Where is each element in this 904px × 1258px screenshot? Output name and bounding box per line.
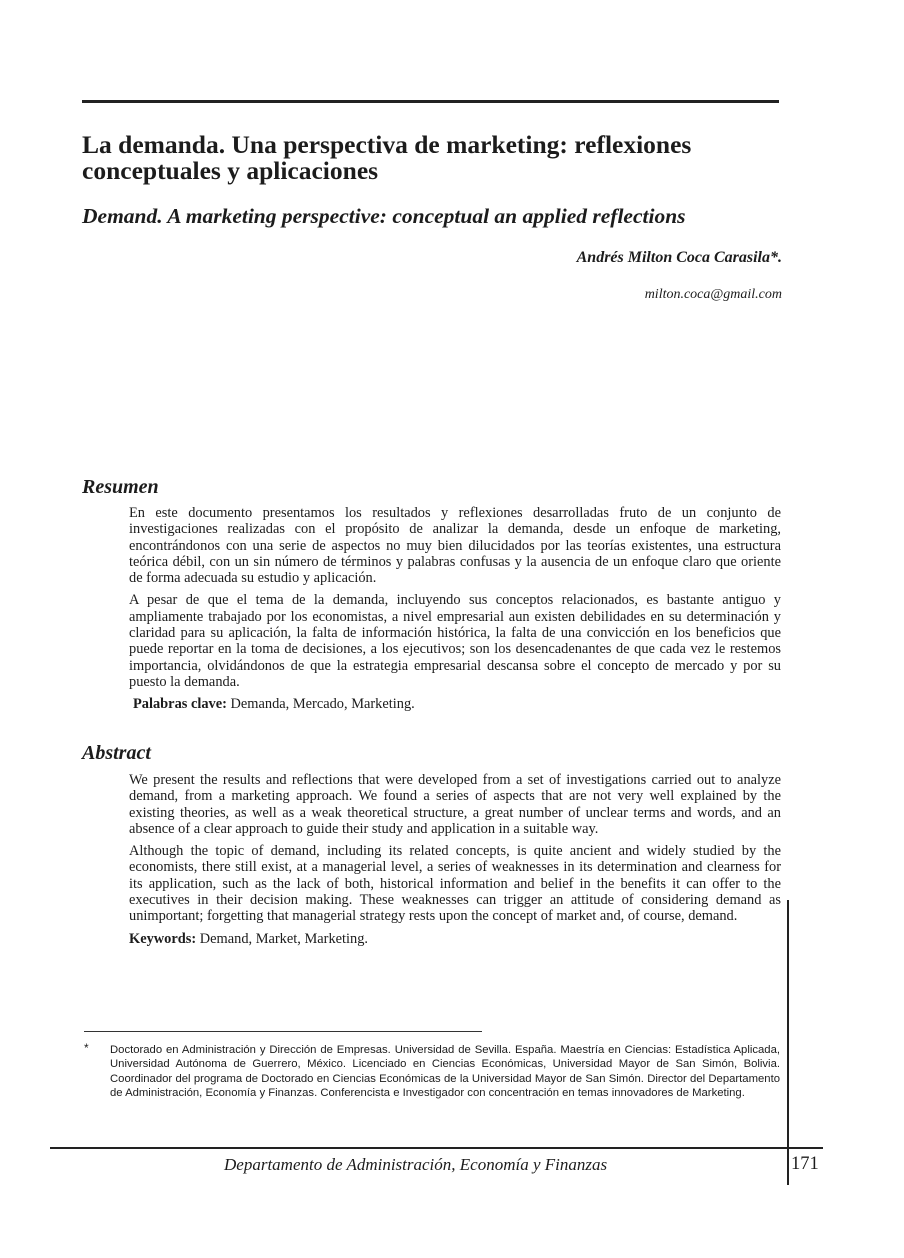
abstract-keywords bbox=[129, 931, 781, 947]
footer-department: Departamento de Administración, Economía y Finanzas bbox=[224, 1155, 608, 1174]
resumen-paragraph: En este documento presentamos los resultados y reflexiones desarrolladas fruto de un conjunto de investigaciones realizadas con el propósito de analizar la demanda, desde un enfoque de marketing, encontrándonos con una serie de aspectos no muy bien dilucidados por las teorías existentes, una estructura teórica débil, con un sin número de términos y palabras confusas y la ausencia de un enfoque claro que oriente de forma adecuada su estudio y aplicación. bbox=[129, 505, 781, 587]
footer-rule bbox=[50, 1147, 823, 1149]
footnote-rule bbox=[84, 1031, 482, 1032]
top-rule bbox=[82, 100, 779, 103]
keywords-label: Keywords: bbox=[129, 930, 197, 947]
abstract-body bbox=[129, 772, 781, 953]
abstract-paragraph: We present the results and reflections that were developed from a set of investigations carried out to analyze demand, from a marketing approach. We found a series of aspects that are not very well explained by the existing theories, as well as a weak theoretical structure, a great number of unclear terms and words, and an absence of a clear approach to guide their study and application in a suitable way. bbox=[129, 772, 781, 837]
resumen-keywords bbox=[129, 696, 781, 712]
resumen-paragraph: A pesar de que el tema de la demanda, incluyendo sus conceptos relacionados, es bastante antiguo y ampliamente trabajado por los economistas, a nivel empresarial aun existen debilidades en su determinación y claridad para su aplicación, la falta de información histórica, la falta de una convicción en los beneficios que puede reportar en la toma de decisiones, a los ejecutivos; son los desencadenantes de que cada vez le restemos importancia, olvidándonos de que la estrategia empresarial descansa sobre el concepto de mercado y por su puesto la demanda. bbox=[129, 592, 781, 690]
footnote-marker: * bbox=[84, 1041, 89, 1055]
paper-title: La demanda. Una perspectiva de marketing: reflexiones conceptuales y aplicaciones bbox=[82, 130, 692, 185]
keywords-label: Palabras clave: bbox=[133, 696, 227, 713]
paper-subtitle: Demand. A marketing perspective: conceptual an applied reflections bbox=[82, 204, 686, 228]
vertical-rule bbox=[787, 900, 789, 1185]
resumen-body bbox=[129, 505, 781, 719]
author-name: Andrés Milton Coca Carasila*. bbox=[576, 249, 782, 266]
abstract-paragraph: Although the topic of demand, including its related concepts, is quite ancient and widely studied by the economists, there still exist, at a managerial level, a series of weaknesses in its determination and clearness for its application, such as the lack of both, historical information and belief in the benefits it can offer to the executives in their decision making. These weaknesses can trigger an attitude of considering demand as unimportant; forgetting that managerial strategy rests upon the concept of market and, of course, demand. bbox=[129, 843, 781, 925]
author-email: milton.coca@gmail.com bbox=[644, 287, 782, 302]
resumen-heading: Resumen bbox=[82, 476, 159, 498]
footnote-text: Doctorado en Administración y Dirección de Empresas. Universidad de Sevilla. España. Maestría en Ciencias: Estadística Aplicada, Universidad Autónoma de Guerrero, México. Licenciado en Ciencias Económicas, Universidad Mayor de San Simón, Bolivia. Coordinador del programa de Doctorado en Ciencias Económicas de la Universidad Mayor de San Simón. Director del Departamento de Administración, Economía y Finanzas. Conferencista e Investigador con concentración en temas innovadores de Marketing. bbox=[110, 1044, 780, 1100]
keywords-value: Demanda, Mercado, Marketing. bbox=[230, 696, 415, 713]
abstract-heading: Abstract bbox=[82, 742, 151, 764]
page-number: 171 bbox=[791, 1154, 819, 1174]
keywords-value: Demand, Market, Marketing. bbox=[199, 930, 369, 947]
